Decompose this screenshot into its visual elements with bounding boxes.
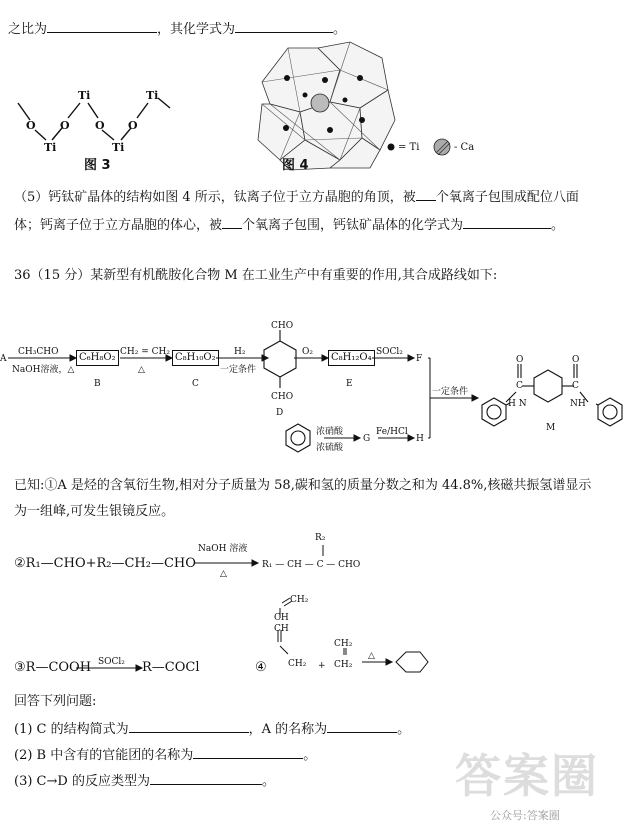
known-line2: 为一组峰,可发生银镜反应。 — [14, 504, 175, 519]
o-label: O — [95, 119, 105, 132]
q5-text: 个氧离子包围成配位八面 — [435, 190, 579, 205]
legend-ca-label: - Ca — [454, 142, 475, 153]
rule4-atom: CH₂ — [334, 660, 353, 670]
answers-title: 回答下列问题: — [14, 694, 97, 709]
fig3-chain — [18, 98, 170, 140]
reagent: O₂ — [302, 347, 313, 357]
rule2-left: ②R₁—CHO+R₂—CH₂—CHO — [14, 556, 196, 571]
reagent: CH₂ = CH₂ — [120, 347, 170, 357]
o-label: O — [26, 119, 36, 132]
ti-label: Ti — [146, 89, 159, 102]
compound-label: D — [276, 408, 284, 418]
answer-blank[interactable] — [193, 746, 303, 759]
legend-ti-label: = Ti — [398, 142, 420, 153]
answer-blank[interactable] — [150, 772, 262, 785]
top-text-2: ，其化学式为 — [157, 22, 236, 37]
cho-group: CHO — [271, 321, 294, 331]
rule4-atom: CH₂ — [288, 659, 307, 669]
reagent: 一定条件 — [432, 387, 469, 397]
reagent: CH₃CHO — [18, 347, 59, 357]
answer-q3 — [14, 772, 275, 790]
rule2-product: R₁ — CH — C — CHO — [262, 560, 361, 570]
formula-box-c: C₈H₁₀O₂ — [172, 350, 219, 366]
answer-blank[interactable] — [129, 720, 249, 733]
rule4-plus: + — [318, 661, 326, 671]
rule4-atom: CH₂ — [290, 595, 309, 605]
q-text: 。 — [397, 722, 411, 737]
ti-label: Ti — [78, 89, 91, 102]
reagent: Fe/HCl — [376, 427, 408, 437]
q5-line1 — [14, 188, 579, 206]
m-atom: H N — [508, 399, 527, 409]
q5-text: （5）钙钛矿晶体的结构如图 4 所示，钛离子位于立方晶胞的角顶，被 — [14, 190, 416, 205]
compound-label: C — [192, 379, 199, 389]
reagent: 浓硫酸 — [316, 443, 344, 453]
formula-box-b: C₆H₈O₂ — [76, 350, 119, 366]
o-label: O — [60, 119, 70, 132]
rule3-left: ③R—COOH — [14, 660, 92, 675]
rule4-num: ④ — [255, 660, 267, 675]
answer-blank[interactable] — [416, 188, 436, 201]
answer-q1 — [14, 720, 410, 738]
compound-label: G — [363, 434, 371, 444]
q-text: 。 — [261, 774, 275, 789]
watermark: 答案圈 — [455, 749, 599, 803]
answer-blank[interactable] — [463, 216, 551, 229]
rule4-atom: CH₂ — [334, 639, 353, 649]
legend-ti-dot — [388, 144, 395, 151]
reagent: 一定条件 — [220, 365, 257, 375]
compound-label: H — [416, 434, 424, 444]
compound-label: B — [94, 379, 101, 389]
benzene-ring — [286, 424, 310, 452]
q-text: (2) B 中含有的官能团的名称为 — [14, 748, 194, 763]
q-text: 。 — [303, 748, 317, 763]
answer-q2 — [14, 746, 316, 764]
reagent: △ — [138, 365, 145, 375]
o-label: O — [128, 119, 138, 132]
formula-box-e: C₈H₁₂O₄ — [328, 350, 375, 366]
compound-label: E — [346, 379, 353, 389]
fig4-caption: 图 4 — [282, 158, 309, 173]
top-text-3: 。 — [333, 22, 347, 37]
m-structure — [482, 364, 622, 426]
q5-text: 。 — [551, 218, 565, 233]
q-text: ，A 的名称为 — [248, 722, 328, 737]
rule4-cond: △ — [368, 651, 375, 661]
q5-text: 个氧离子包围，钙钛矿晶体的化学式为 — [242, 218, 464, 233]
m-atom: C — [516, 381, 523, 391]
m-atom: O — [516, 355, 524, 365]
ti-label: Ti — [112, 141, 125, 154]
rule2-cond: △ — [220, 569, 227, 579]
rule3-cond: SOCl₂ — [98, 657, 125, 667]
rule3-product: R—COCl — [142, 660, 200, 675]
ca-atom — [311, 94, 329, 112]
q5-line2 — [14, 216, 564, 234]
reagent: SOCl₂ — [376, 347, 403, 357]
m-atom: C — [572, 381, 579, 391]
reagent: NaOH溶液，△ — [12, 365, 75, 375]
q-text: (3) C→D 的反应类型为 — [14, 774, 150, 789]
cho-group: CHO — [271, 392, 294, 402]
answer-blank[interactable] — [222, 216, 242, 229]
d-ring — [264, 330, 296, 388]
answer-blank[interactable] — [327, 720, 397, 733]
compound-label: F — [416, 354, 423, 364]
reagent: H₂ — [234, 347, 246, 357]
q36-title: 36（15 分）某新型有机酰胺化合物 M 在工业生产中有重要的作用,其合成路线如下: — [14, 268, 498, 283]
watermark-small: 公众号:答案圈 — [490, 809, 560, 822]
compound-a: A — [0, 354, 7, 364]
rule4-atom: CH — [274, 613, 289, 623]
compound-label: M — [546, 423, 556, 433]
ti-label: Ti — [44, 141, 57, 154]
m-atom: O — [572, 355, 580, 365]
fig3-caption: 图 3 — [84, 158, 111, 173]
rule2-cond: NaOH 溶液 — [198, 544, 248, 554]
m-atom: NH — [570, 399, 586, 409]
q-text: (1) C 的结构简式为 — [14, 722, 129, 737]
rule2-r2: R₂ — [315, 533, 326, 543]
rule4-atom: CH — [274, 624, 289, 634]
reagent: 浓硝酸 — [316, 427, 344, 437]
q5-text: 体；钙离子位于立方晶胞的体心，被 — [14, 218, 223, 233]
known-line1: 已知:①A 是烃的含氧衍生物,相对分子质量为 58,碳和氢的质量分数之和为 44.8%,核磁共振氢谱显示 — [14, 478, 592, 493]
top-text-1: 之比为 — [8, 22, 48, 37]
